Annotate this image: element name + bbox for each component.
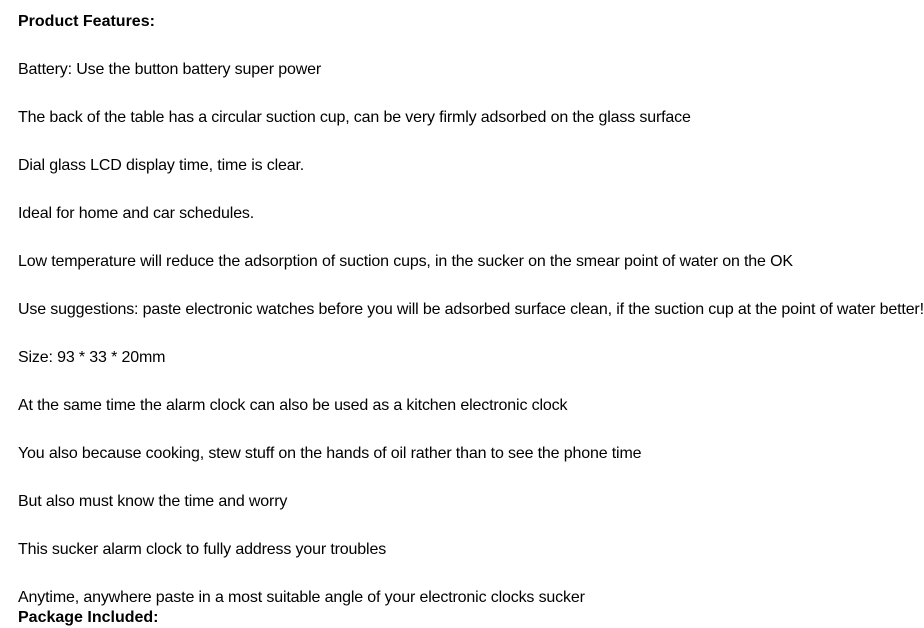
feature-line: Battery: Use the button battery super power — [18, 61, 322, 78]
feature-line: Size: 93 * 33 * 20mm — [18, 349, 166, 366]
feature-line: The back of the table has a circular suction cup, can be very firmly adsorbed on the glass surface — [18, 109, 691, 126]
feature-line: But also must know the time and worry — [18, 493, 288, 510]
section-heading: Product Features: — [18, 13, 155, 30]
feature-line: Dial glass LCD display time, time is clear. — [18, 157, 305, 174]
feature-line: Low temperature will reduce the adsorption of suction cups, in the sucker on the smear point of water on the OK — [18, 253, 793, 270]
feature-line: This sucker alarm clock to fully address your troubles — [18, 541, 387, 558]
package-heading: Package Included: — [18, 609, 159, 626]
feature-line: You also because cooking, stew stuff on the hands of oil rather than to see the phone time — [18, 445, 642, 462]
feature-line: Use suggestions: paste electronic watches before you will be adsorbed surface clean, if the suction cup at the point of water better! — [18, 301, 924, 318]
feature-line: At the same time the alarm clock can also be used as a kitchen electronic clock — [18, 397, 568, 414]
feature-line: Anytime, anywhere paste in a most suitable angle of your electronic clocks sucker — [18, 589, 585, 606]
feature-line: Ideal for home and car schedules. — [18, 205, 255, 222]
